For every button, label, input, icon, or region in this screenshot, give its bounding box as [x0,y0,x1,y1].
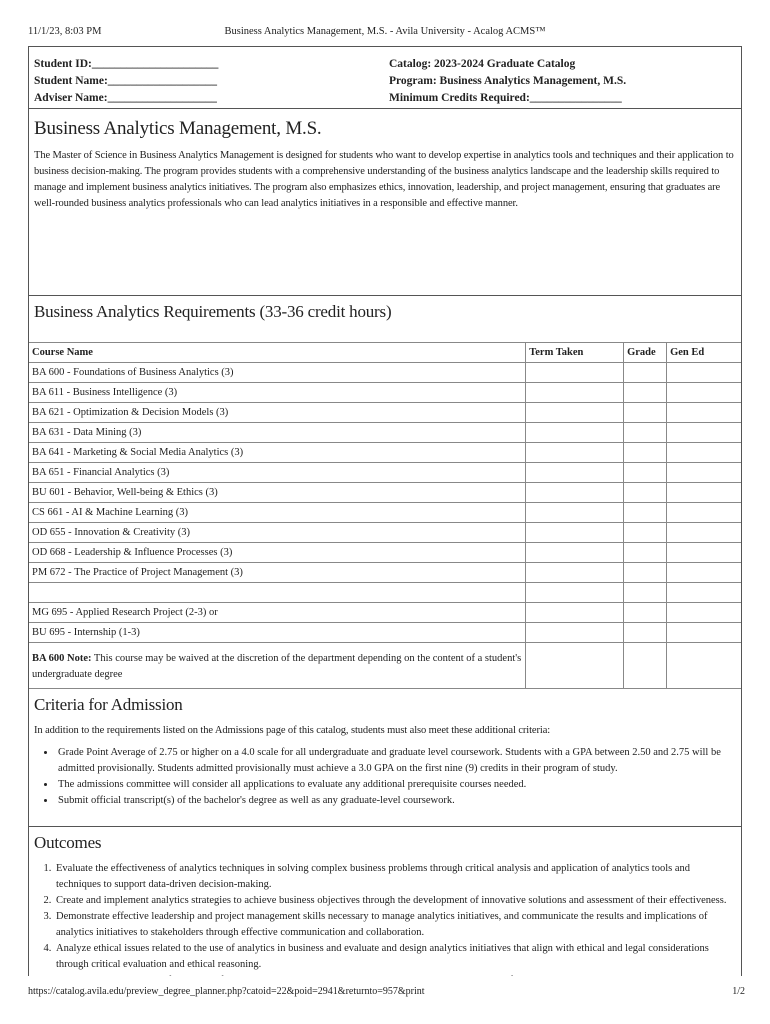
grade-cell [624,403,667,423]
table-row [29,363,742,383]
gen-ed-cell [667,463,742,483]
course-name: CS 661 - AI & Machine Learning (3) [29,503,526,523]
course-name: BA 641 - Marketing & Social Media Analytics (3) [29,443,526,463]
table-row-note [29,643,742,689]
grade-cell [624,563,667,583]
term-cell [526,583,624,603]
column-header-grade: Grade [624,343,667,363]
note-text: This course may be waived at the discretion of the department depending on the content of a student's undergraduate degree [32,652,522,680]
student-info-right [389,56,739,107]
gen-ed-cell [667,363,742,383]
term-cell [526,623,624,643]
student-id-field: Student ID:______________________ [34,58,219,70]
course-name: BA 611 - Business Intelligence (3) [29,383,526,403]
student-info-left [34,56,374,107]
gen-ed-cell [667,523,742,543]
table-row-blank [29,583,742,603]
table-row [29,423,742,443]
requirements-heading: Business Analytics Requirements (33-36 credit hours) [34,302,392,321]
gen-ed-cell [667,423,742,443]
grade-cell [624,523,667,543]
student-name-field: Student Name:___________________ [34,75,218,87]
grade-cell [624,463,667,483]
course-name: OD 668 - Leadership & Influence Processes (3) [29,543,526,563]
gen-ed-cell [667,623,742,643]
term-cell [526,383,624,403]
table-row [29,603,742,623]
grade-cell [624,423,667,443]
admission-criteria-list [56,745,736,809]
course-name: BU 695 - Internship (1-3) [29,623,526,643]
grade-cell [624,543,667,563]
grade-cell [624,623,667,643]
term-cell [526,603,624,623]
note-label: BA 600 Note: [32,652,92,664]
term-cell [526,503,624,523]
list-item: 2. Create and implement analytics strategies to achieve business objectives through the development of innovative solutions and assessment of their effectiveness. [54,893,736,909]
gen-ed-cell [667,483,742,503]
outcomes-heading: Outcomes [34,833,102,852]
course-name: BU 601 - Behavior, Well-being & Ethics (3) [29,483,526,503]
grade-cell [624,483,667,503]
gen-ed-cell [667,403,742,423]
program-label: Program: Business Analytics Management, M.S. [389,75,627,87]
catalog-label: Catalog: 2023-2024 Graduate Catalog [389,58,576,70]
course-name: BA 631 - Data Mining (3) [29,423,526,443]
print-header [0,26,770,40]
ba600-note [29,643,526,689]
requirements-header [29,302,741,342]
admission-section [29,695,741,827]
program-description: The Master of Science in Business Analytics Management is designed for students who want to develop expertise in analytics tools and techniques and their application to business decision-making. The program provides students with a comprehensive understanding of the business analytics landscape and the leadership skills required to manage and implement business analytics initiatives. The program also emphasizes ethics, innovation, leadership, and project management, ensuring that graduates are well-rounded business analytics professionals who can lead analytics initiatives in a responsible and effective manner. [34,150,734,209]
list-item: 1. Evaluate the effectiveness of analytics techniques in solving complex business problems through critical analysis and application of analytics tools and techniques to support data-driven decision-making. [54,861,736,893]
gen-ed-cell [667,603,742,623]
course-name [29,583,526,603]
grade-cell [624,443,667,463]
course-name: PM 672 - The Practice of Project Management (3) [29,563,526,583]
column-header-term: Term Taken [526,343,624,363]
min-credits-field: Minimum Credits Required:________________ [389,92,622,104]
course-name: BA 621 - Optimization & Decision Models (3) [29,403,526,423]
grade-cell [624,603,667,623]
term-cell [526,563,624,583]
list-item: • Submit official transcript(s) of the bachelor's degree as well as any graduate-level coursework. [56,793,736,809]
table-row [29,403,742,423]
table-row [29,563,742,583]
course-name: MG 695 - Applied Research Project (2-3) or [29,603,526,623]
requirements-table [28,342,742,689]
term-cell [526,423,624,443]
table-row [29,443,742,463]
table-row [29,543,742,563]
term-cell [526,483,624,503]
course-name: OD 655 - Innovation & Creativity (3) [29,523,526,543]
student-info-block [29,47,741,109]
list-item: 4. Analyze ethical issues related to the use of analytics in business and evaluate and design analytics initiatives that align with ethical and legal considerations through critical evaluation and ethical reasoning. [54,941,736,973]
list-item [54,973,736,976]
list-item: • Grade Point Average of 2.75 or higher on a 4.0 scale for all undergraduate and graduate level coursework. Students with a GPA between 2.50 and 2.75 will be admitted provisionally. Students admitted provisionally must achieve a 3.0 GPA on the first nine (9) credits in their program of study. [56,745,736,777]
gen-ed-cell [667,383,742,403]
outcomes-list [54,861,736,976]
course-name: BA 600 - Foundations of Business Analytics (3) [29,363,526,383]
grade-cell [624,583,667,603]
list-item: 3. Demonstrate effective leadership and project management skills necessary to manage analytics initiatives, and communicate the results and implications of analytics initiatives to stakeholders through effective communication and collaboration. [54,909,736,941]
adviser-name-field: Adviser Name:___________________ [34,92,217,104]
print-page-title: Business Analytics Management, M.S. - Avila University - Acalog ACMS™ [224,26,546,37]
term-cell [526,543,624,563]
gen-ed-cell [667,543,742,563]
term-cell [526,363,624,383]
term-cell [526,643,624,689]
page-number: 1/2 [732,986,745,997]
gen-ed-cell [667,563,742,583]
term-cell [526,403,624,423]
print-datetime: 11/1/23, 8:03 PM [28,26,102,37]
gen-ed-cell [667,643,742,689]
table-row [29,463,742,483]
program-intro-section [29,118,741,296]
column-header-course: Course Name [29,343,526,363]
page-url: https://catalog.avila.edu/preview_degree_planner.php?catoid=22&poid=2941&returnto=957&print [28,986,425,997]
admission-intro: In addition to the requirements listed on the Admissions page of this catalog, students must also meet these additional criteria: [34,725,551,736]
grade-cell [624,643,667,689]
table-row [29,623,742,643]
admission-heading: Criteria for Admission [34,695,183,714]
term-cell [526,443,624,463]
degree-planner-document [28,46,742,976]
gen-ed-cell [667,443,742,463]
outcomes-section [29,833,741,976]
gen-ed-cell [667,503,742,523]
gen-ed-cell [667,583,742,603]
term-cell [526,523,624,543]
table-row [29,523,742,543]
column-header-gen-ed: Gen Ed [667,343,742,363]
program-title: Business Analytics Management, M.S. [34,118,322,139]
table-header-row [29,343,742,363]
term-cell [526,463,624,483]
grade-cell [624,363,667,383]
grade-cell [624,503,667,523]
table-row [29,483,742,503]
grade-cell [624,383,667,403]
table-row [29,383,742,403]
table-row [29,503,742,523]
course-name: BA 651 - Financial Analytics (3) [29,463,526,483]
list-item: • The admissions committee will consider all applications to evaluate any additional prerequisite courses needed. [56,777,736,793]
